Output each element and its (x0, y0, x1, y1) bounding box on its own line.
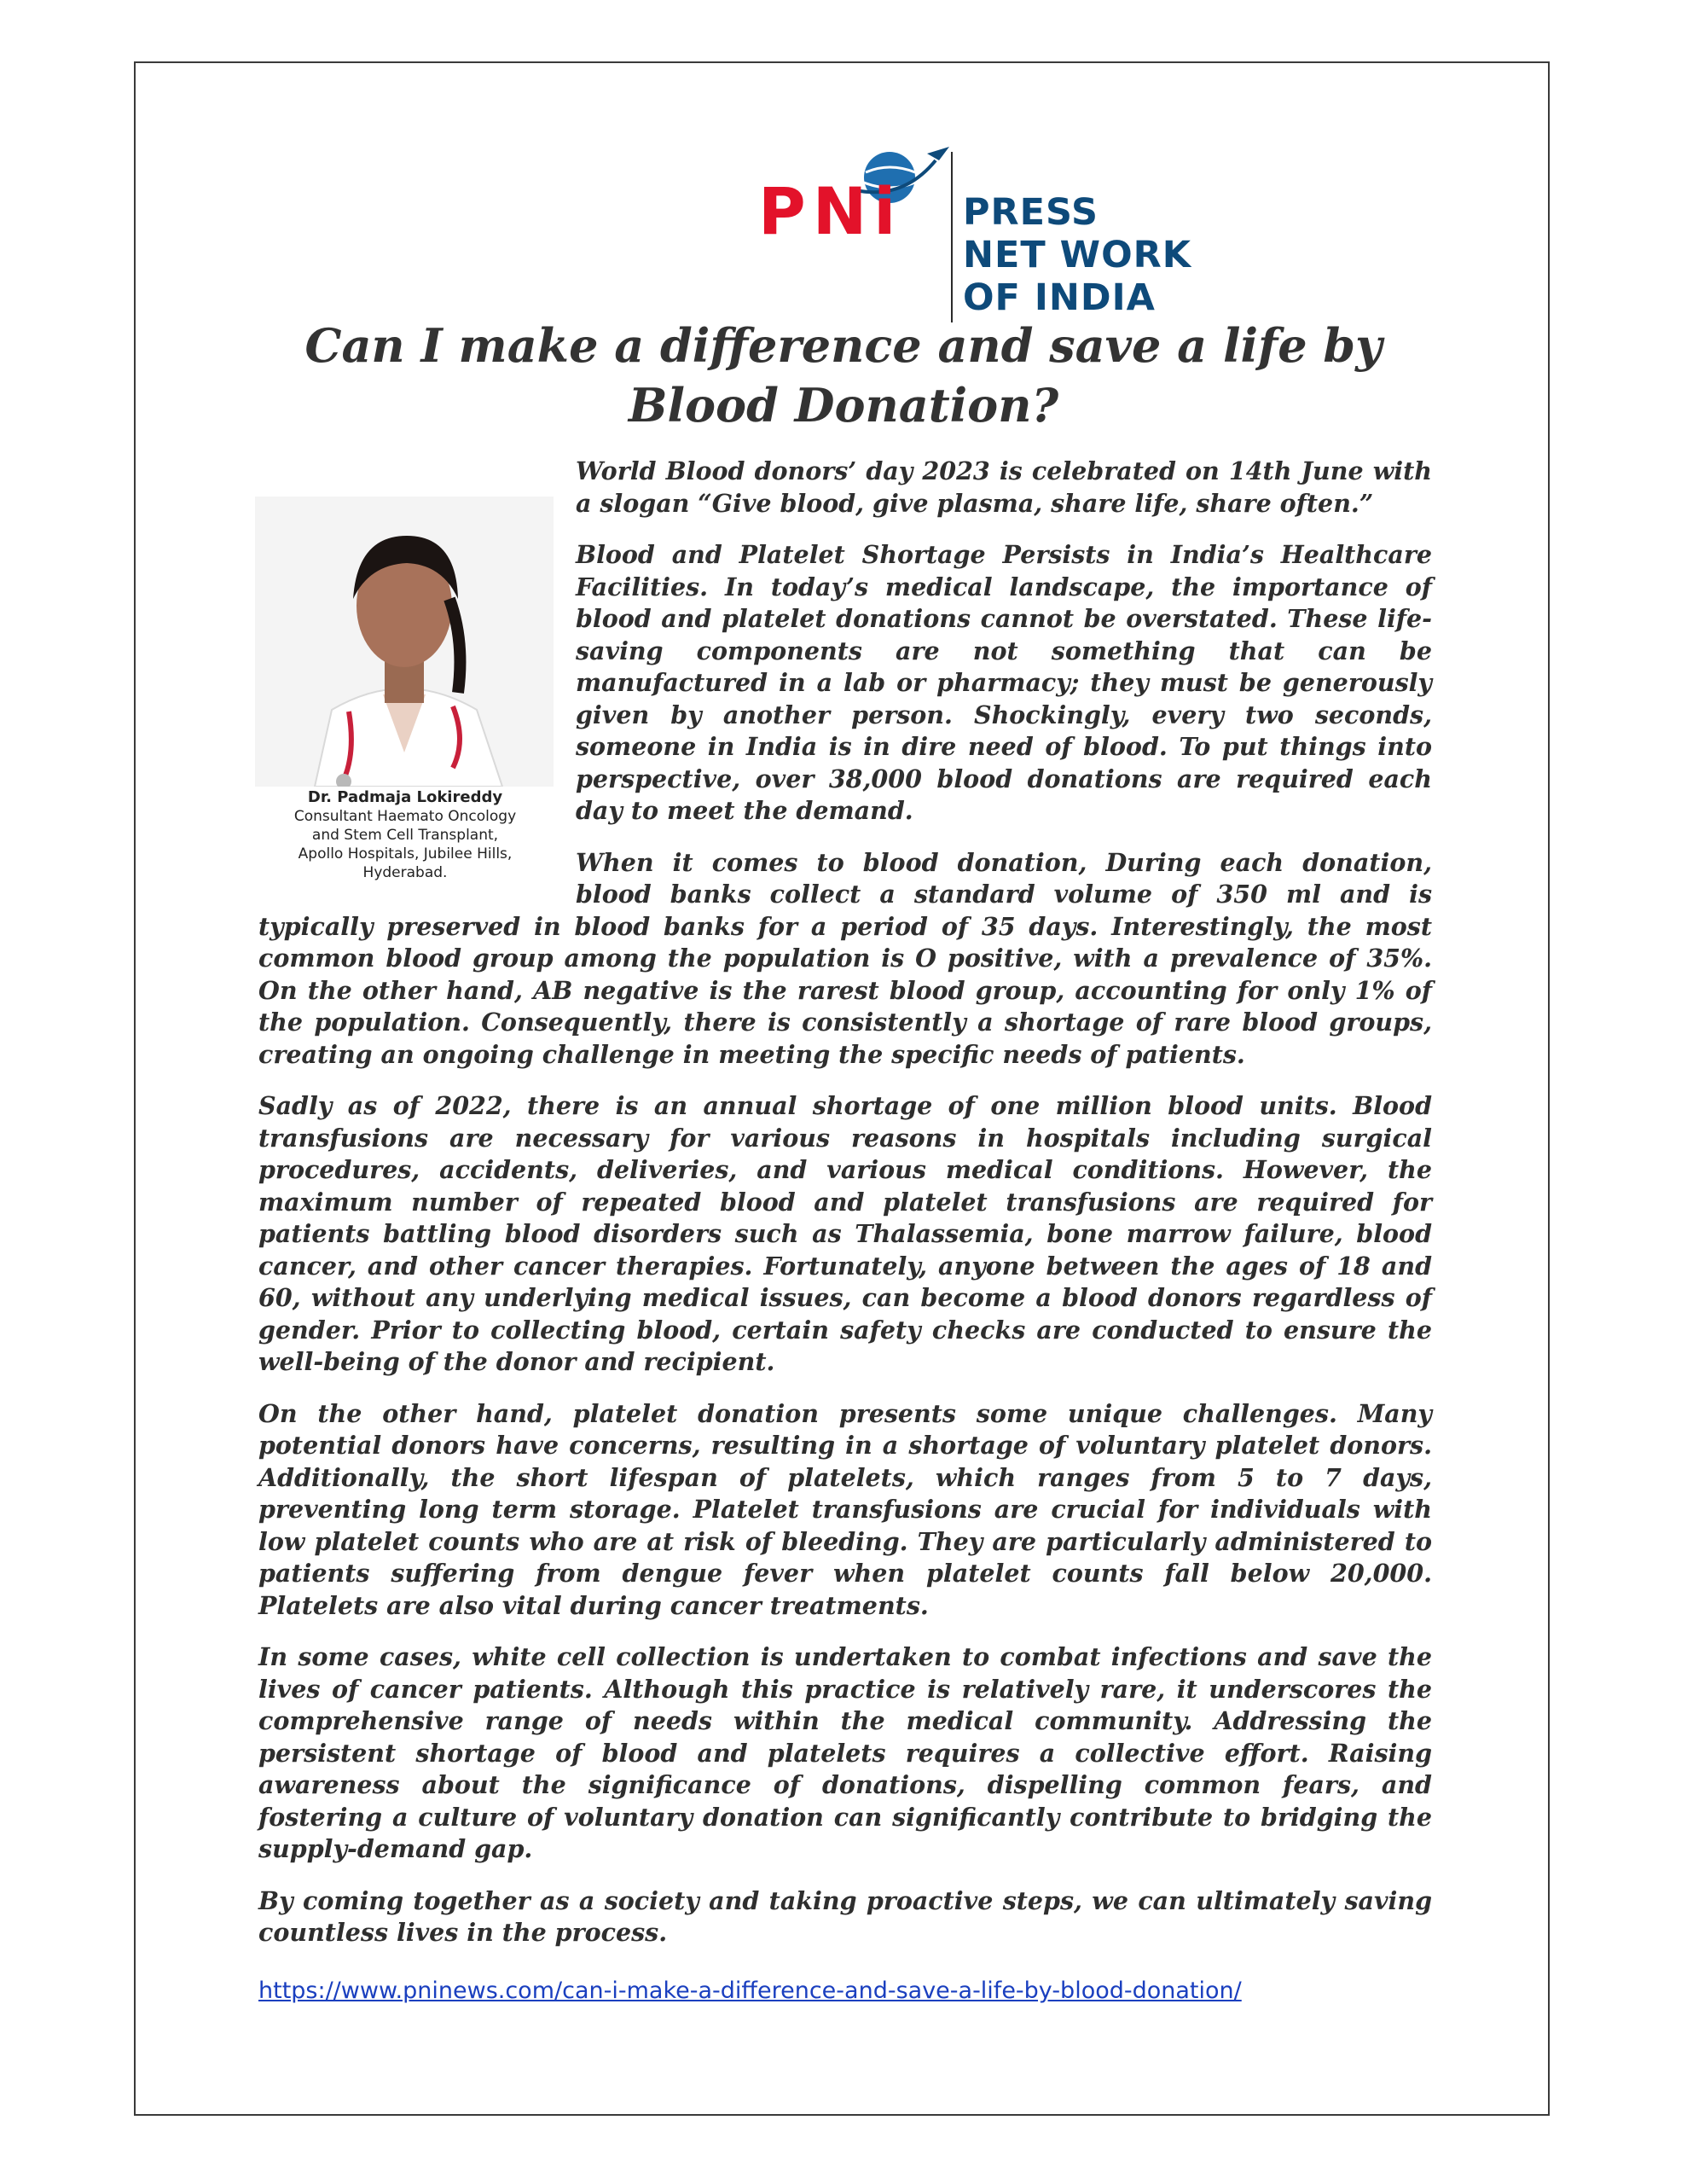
source-link[interactable]: https://www.pninews.com/can-i-make-a-difference-and-save-a-life-by-blood-donation/ (258, 1978, 1242, 2004)
paragraph-4: Sadly as of 2022, there is an annual shortage of one million blood units. Blood transfusions are necessary for various reasons in hospitals including surgical procedures, accidents, deliveries, and various medical conditions. However, the maximum number of repeated blood and platelet transfusions are required for patients battling blood disorders such as Thalassemia, bone marrow failure, blood cancer, and other cancer therapies. Fortunately, anyone between the ages of 18 and 60, without any underlying medical issues, can become a blood donors regardless of gender. Prior to collecting blood, certain safety checks are conducted to ensure the well-being of the donor and recipient. (258, 1091, 1432, 1376)
logo-line-network: NET WORK (963, 234, 1192, 276)
logo-line-press: PRESS (963, 191, 1099, 234)
article-title (136, 316, 1551, 435)
author-role-line-1: Consultant Haemato Oncology (293, 808, 517, 825)
author-caption (255, 788, 555, 882)
page-frame (134, 61, 1550, 2116)
logo-wordmark (963, 191, 1191, 319)
author-role-line-3: Apollo Hospitals, Jubilee Hills, (298, 845, 513, 863)
paragraph-1: World Blood donors’ day 2023 is celebrated on 14th June with a slogan “Give blood, give plasma, share life, share often.” (576, 456, 1432, 518)
logo-divider (951, 152, 953, 322)
author-name: Dr. Padmaja Lokireddy (307, 788, 503, 806)
author-role-line-2: and Stem Cell Transplant, (311, 827, 499, 844)
paragraph-5: On the other hand, platelet donation presents some unique challenges. Many potential donors have concerns, resulting in a shortage of voluntary platelet donors. Additionally, the short lifespan of platelets, which ranges from 5 to 7 days, preventing long term storage. Platelet transfusions are crucial for individuals with low platelet counts who are at risk of bleeding. They are particularly administered to patients suffering from dengue fever when platelet counts fall below 20,000. Platelets are also vital during cancer treatments. (258, 1398, 1432, 1620)
title-line-1: Can I make a difference and save a life by (304, 318, 1383, 373)
paragraph-2: Blood and Platelet Shortage Persists in India’s Healthcare Facilities. In today’s medical landscape, the importance of blood and platelet donations cannot be overstated. These life-saving components are not something that can be manufactured in a lab or pharmacy; they must be generously given by another person. Shockingly, every two seconds, someone in India is in dire need of blood. To put things into perspective, over 38,000 blood donations are required each day to meet the demand. (576, 540, 1432, 825)
logo-line-india: OF INDIA (963, 276, 1156, 319)
title-line-2: Blood Donation? (628, 378, 1059, 433)
paragraph-3: When it comes to blood donation, During each donation, blood banks collect a standard volume of 350 ml and is typically preserved in blood banks for a period of 35 days. Interestingly, the most common blood group among the population is O positive, with a prevalence of 35%. On the other hand, AB negative is the rarest blood group, accounting for only 1% of the population. Consequently, there is consistently a shortage of rare blood groups, creating an ongoing challenge in meeting the specific needs of patients. (258, 847, 1432, 1069)
author-photo-block (255, 497, 555, 882)
author-photo (255, 497, 554, 787)
pni-logo (750, 106, 1227, 319)
paragraph-7: By coming together as a society and taking proactive steps, we can ultimately saving countless lives in the process. (258, 1885, 1432, 1947)
paragraph-6: In some cases, white cell collection is undertaken to combat infections and save the lives of cancer patients. Although this practice is relatively rare, it underscores the comprehensive range of needs within the medical community. Addressing the persistent shortage of blood and platelets requires a collective effort. Raising awareness about the significance of donations, dispelling common fears, and fostering a culture of voluntary donation can significantly contribute to bridging the supply-demand gap. (258, 1642, 1432, 1863)
article-body (258, 456, 1432, 1969)
author-role-line-4: Hyderabad. (362, 864, 448, 881)
logo-pni-text: PNi (758, 173, 903, 249)
